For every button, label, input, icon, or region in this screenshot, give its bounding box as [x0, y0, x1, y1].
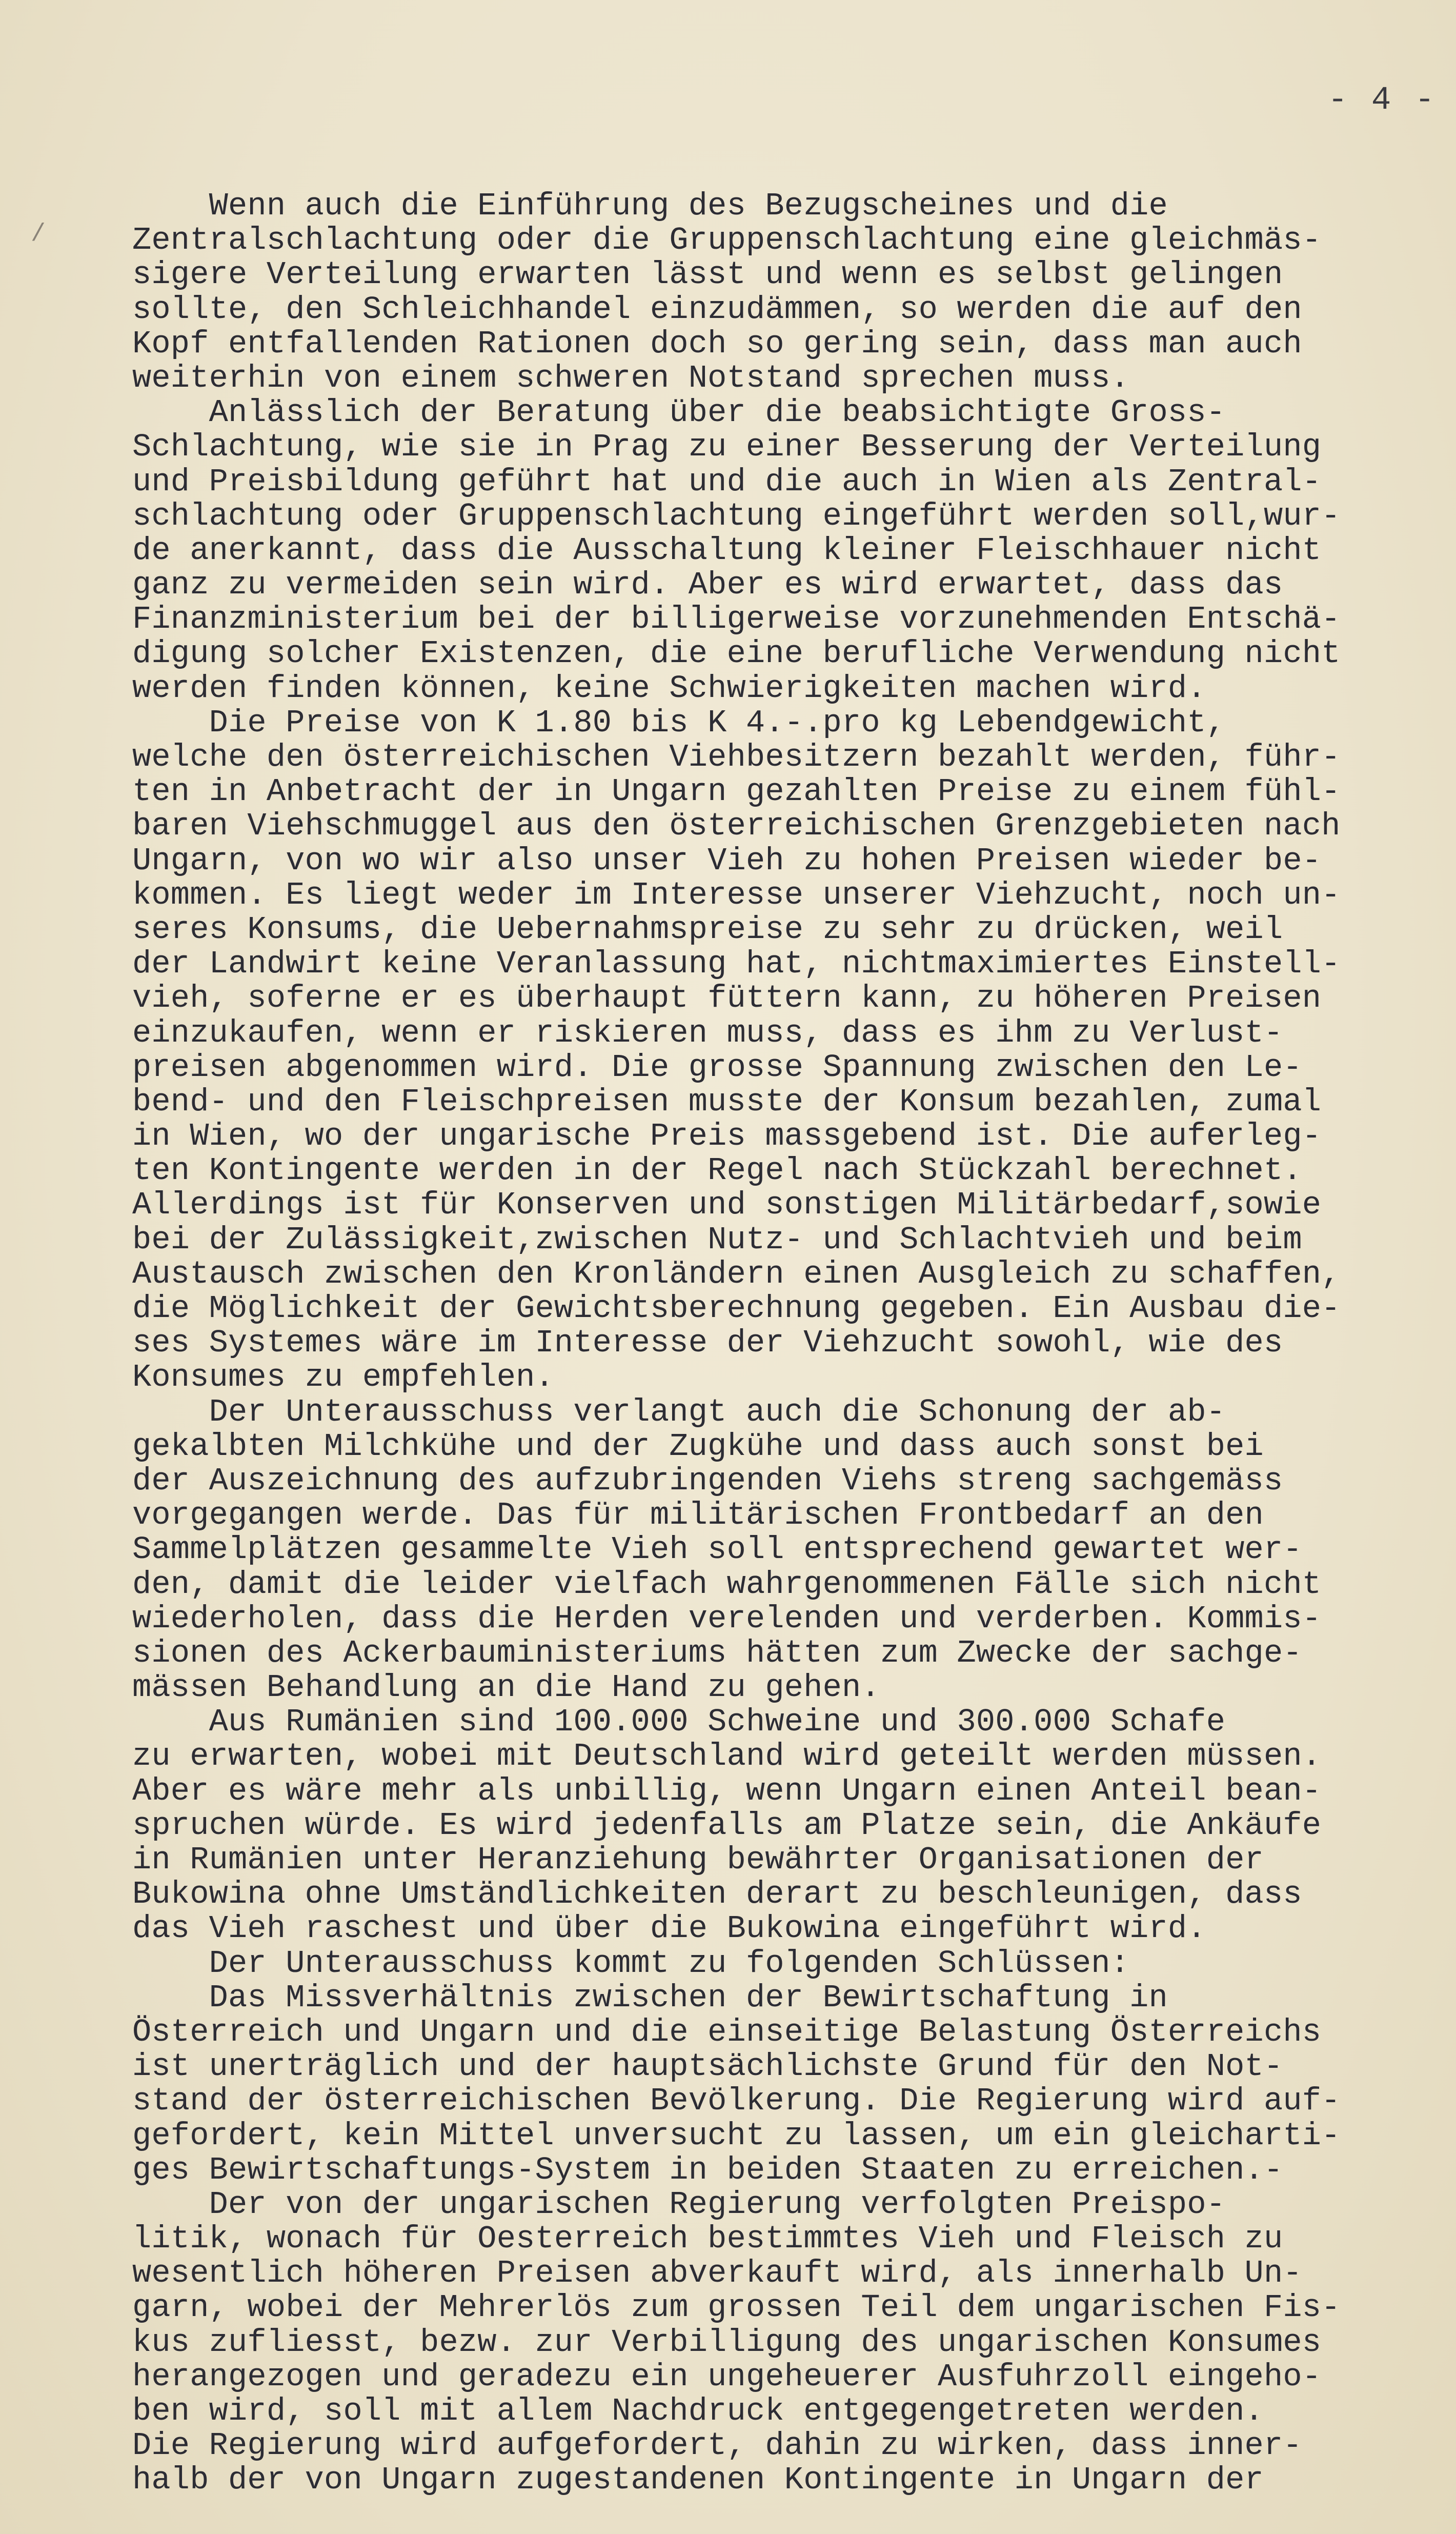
- body-text: [132, 189, 1434, 2498]
- text-line: und Preisbildung geführt hat und die auch in Wien als Zentral-: [132, 463, 1322, 500]
- text-line: Anlässlich der Beratung über die beabsichtigte Gross-: [132, 394, 1226, 431]
- text-line: Der Unterausschuss verlangt auch die Schonung der ab-: [132, 1393, 1226, 1430]
- text-line: Finanzministerium bei der billigerweise vorzunehmenden Entschä-: [132, 601, 1341, 638]
- page-number: - 4 -: [1328, 82, 1437, 119]
- text-line: in Rumänien unter Heranziehung bewährter Organisationen der: [132, 1842, 1264, 1878]
- text-line: sollte, den Schleichhandel einzudämmen, so werden die auf den: [132, 291, 1302, 328]
- text-line: Allerdings ist für Konserven und sonstigen Militärbedarf,sowie: [132, 1187, 1322, 1224]
- text-line: ben wird, soll mit allem Nachdruck entgegengetreten werden.: [132, 2393, 1264, 2429]
- text-line: digung solcher Existenzen, die eine berufliche Verwendung nicht: [132, 635, 1341, 672]
- text-line: weiterhin von einem schweren Notstand sprechen muss.: [132, 360, 1130, 396]
- text-line: de anerkannt, dass die Ausschaltung kleiner Fleischhauer nicht: [132, 532, 1322, 569]
- text-line: kus zufliesst, bezw. zur Verbilligung des ungarischen Konsumes: [132, 2324, 1322, 2361]
- text-line: baren Viehschmuggel aus den österreichischen Grenzgebieten nach: [132, 808, 1341, 845]
- text-line: ist unerträglich und der hauptsächlichste Grund für den Not-: [132, 2048, 1283, 2085]
- text-line: spruchen würde. Es wird jedenfalls am Platze sein, die Ankäufe: [132, 1807, 1322, 1844]
- text-line: Bukowina ohne Umständlichkeiten derart zu beschleunigen, dass: [132, 1876, 1302, 1913]
- text-line: Sammelplätzen gesammelte Vieh soll entsprechend gewartet wer-: [132, 1531, 1302, 1568]
- text-line: Die Preise von K 1.80 bis K 4.-.pro kg Lebendgewicht,: [132, 704, 1226, 741]
- text-line: das Vieh raschest und über die Bukowina eingeführt wird.: [132, 1910, 1206, 1947]
- text-line: die Möglichkeit der Gewichtsberechnung gegeben. Ein Ausbau die-: [132, 1290, 1341, 1327]
- text-line: in Wien, wo der ungarische Preis massgebend ist. Die auferleg-: [132, 1118, 1322, 1155]
- text-line: seres Konsums, die Uebernahmspreise zu sehr zu drücken, weil: [132, 911, 1283, 948]
- text-line: Der von der ungarischen Regierung verfolgten Preispo-: [132, 2186, 1226, 2223]
- text-line: Ungarn, von wo wir also unser Vieh zu hohen Preisen wieder be-: [132, 842, 1322, 879]
- text-line: der Auszeichnung des aufzubringenden Viehs streng sachgemäss: [132, 1462, 1283, 1499]
- text-line: ses Systemes wäre im Interesse der Viehzucht sowohl, wie des: [132, 1325, 1283, 1362]
- text-line: wiederholen, dass die Herden verelenden und verderben. Kommis-: [132, 1600, 1322, 1637]
- text-line: der Landwirt keine Veranlassung hat, nichtmaximiertes Einstell-: [132, 946, 1341, 983]
- text-line: preisen abgenommen wird. Die grosse Spannung zwischen den Le-: [132, 1049, 1302, 1086]
- text-line: Wenn auch die Einführung des Bezugscheines und die: [132, 188, 1168, 224]
- text-line: den, damit die leider vielfach wahrgenommenen Fälle sich nicht: [132, 1566, 1322, 1603]
- text-line: sionen des Ackerbauministeriums hätten zum Zwecke der sachge-: [132, 1634, 1302, 1671]
- text-line: Österreich und Ungarn und die einseitige Belastung Österreichs: [132, 2013, 1322, 2050]
- text-line: Aus Rumänien sind 100.000 Schweine und 300.000 Schafe: [132, 1704, 1226, 1741]
- text-line: ges Bewirtschaftungs-System in beiden Staaten zu erreichen.-: [132, 2151, 1283, 2188]
- text-line: werden finden können, keine Schwierigkeiten machen wird.: [132, 670, 1206, 707]
- text-line: Zentralschlachtung oder die Gruppenschlachtung eine gleichmäs-: [132, 222, 1322, 259]
- text-line: stand der österreichischen Bevölkerung. Die Regierung wird auf-: [132, 2083, 1341, 2120]
- text-line: Der Unterausschuss kommt zu folgenden Schlüssen:: [132, 1945, 1130, 1982]
- text-line: mässen Behandlung an die Hand zu gehen.: [132, 1669, 880, 1706]
- text-line: bend- und den Fleischpreisen musste der Konsum bezahlen, zumal: [132, 1083, 1322, 1120]
- text-line: ganz zu vermeiden sein wird. Aber es wird erwartet, dass das: [132, 567, 1283, 604]
- text-line: gefordert, kein Mittel unversucht zu lassen, um ein gleicharti-: [132, 2117, 1341, 2154]
- text-line: bei der Zulässigkeit,zwischen Nutz- und Schlachtvieh und beim: [132, 1221, 1302, 1258]
- text-line: kommen. Es liegt weder im Interesse unserer Viehzucht, noch un-: [132, 876, 1341, 913]
- text-line: Kopf entfallenden Rationen doch so gering sein, dass man auch: [132, 325, 1302, 362]
- text-line: Die Regierung wird aufgefordert, dahin zu wirken, dass inner-: [132, 2427, 1302, 2464]
- text-line: einzukaufen, wenn er riskieren muss, dass es ihm zu Verlust-: [132, 1014, 1283, 1051]
- text-line: garn, wobei der Mehrerlös zum grossen Teil dem ungarischen Fis-: [132, 2289, 1341, 2326]
- text-line: schlachtung oder Gruppenschlachtung eingeführt werden soll,wur-: [132, 497, 1341, 534]
- text-line: litik, wonach für Oesterreich bestimmtes Vieh und Fleisch zu: [132, 2221, 1283, 2258]
- text-line: zu erwarten, wobei mit Deutschland wird geteilt werden müssen.: [132, 1738, 1322, 1775]
- text-line: Konsumes zu empfehlen.: [132, 1359, 554, 1396]
- text-line: ten Kontingente werden in der Regel nach Stückzahl berechnet.: [132, 1152, 1302, 1189]
- text-line: ten in Anbetracht der in Ungarn gezahlten Preise zu einem fühl-: [132, 773, 1341, 810]
- text-line: vieh, soferne er es überhaupt füttern kann, zu höheren Preisen: [132, 980, 1322, 1017]
- text-line: sigere Verteilung erwarten lässt und wenn es selbst gelingen: [132, 256, 1283, 293]
- text-line: Das Missverhältnis zwischen der Bewirtschaftung in: [132, 1979, 1168, 2016]
- text-line: herangezogen und geradezu ein ungeheuerer Ausfuhrzoll eingeho-: [132, 2358, 1322, 2395]
- text-line: Austausch zwischen den Kronländern einen Ausgleich zu schaffen,: [132, 1255, 1341, 1292]
- text-line: welche den österreichischen Viehbesitzern bezahlt werden, führ-: [132, 739, 1341, 775]
- text-line: vorgegangen werde. Das für militärischen Frontbedarf an den: [132, 1497, 1264, 1534]
- text-line: gekalbten Milchkühe und der Zugkühe und dass auch sonst bei: [132, 1428, 1264, 1465]
- text-line: Aber es wäre mehr als unbillig, wenn Ungarn einen Anteil bean-: [132, 1772, 1322, 1809]
- text-line: wesentlich höheren Preisen abverkauft wird, als innerhalb Un-: [132, 2255, 1302, 2292]
- text-line: Schlachtung, wie sie in Prag zu einer Besserung der Verteilung: [132, 429, 1322, 466]
- text-line: halb der von Ungarn zugestandenen Kontingente in Ungarn der: [132, 2462, 1264, 2499]
- margin-mark: /: [31, 221, 46, 248]
